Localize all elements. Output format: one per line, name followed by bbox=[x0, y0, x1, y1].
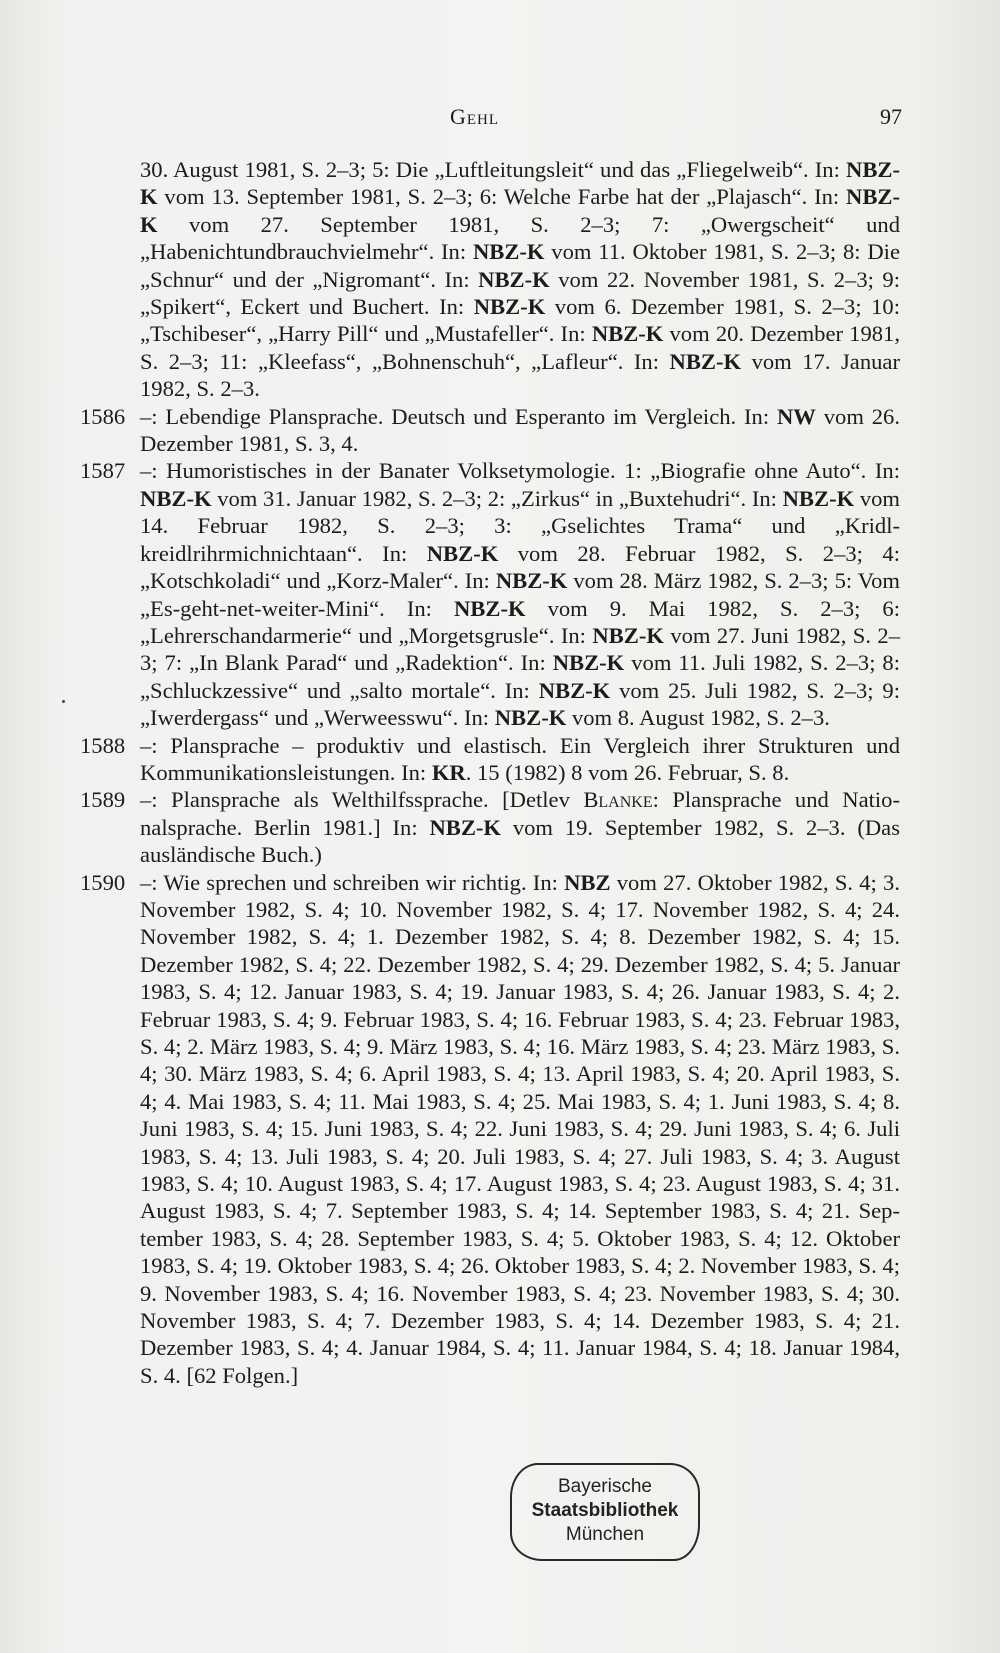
stamp-line-3: München bbox=[565, 1524, 645, 1545]
bibliography-entry bbox=[80, 457, 900, 731]
entry-number: 1589 bbox=[80, 787, 126, 813]
entry-text: –: Humoristisches in der Banater Volksetymologie. 1: „Biografie ohne Auto“. In: NBZ-K vom 31. Januar 1982, S. 2–3; 2: „Zirkus“ in „Buxtehudri“. In: NBZ-K vom 14. Februar 1982, S. 2–3; 3: „Gselichtes Trama“ und „Kridlkreidlrihrmichnichtaan“. In: NBZ-K vom 28. Februar 1982, S. 2–3; 4: „Kotschkoladi“ und „Korz-Maler“. In: NBZ-K vom 28. März 1982, S. 2–3; 5: Vom „Es-geht-net-weiter-Mini“. In: NBZ-K vom 9. Mai 1982, S. 2–3; 6: „Lehrerschandarmerie“ und „Morgetsgrusle“. In: NBZ-K vom 27. Juni 1982, S. 2–3; 7: „In Blank Parad“ und „Radektion“. In: NBZ-K vom 11. Juli 1982, S. 2–3; 8: „Schluckzessive“ und „salto mortale“. In: NBZ-K vom 25. Juli 1982, S. 2–3; 9: „Iwerdergass“ und „Werweesswu“. In: NBZ-K vom 8. August 1982, S. 2–3. bbox=[140, 458, 901, 731]
entry-text: –: Plansprache als Welthilfssprache. [Detlev Blanke: Plansprache und Nationalsprache. Berlin 1981.] In: NBZ-K vom 19. September 1982, S. 2–3. (Das ausländische Buch.) bbox=[140, 787, 900, 868]
entry-number: 1587 bbox=[80, 458, 126, 484]
entry-text: 30. August 1981, S. 2–3; 5: Die „Luftleitungsleit“ und das „Fliegelweib“. In: NBZ-K vom 13. September 1981, S. 2–3; 6: Welche Farbe hat der „Plajasch“. In: NBZ-K vom 27. September 1981, S. 2–3; 7: „Owergscheit“ und „Habenichtundbrauchvielmehr“. In: NBZ-K vom 11. Oktober 1981, S. 2–3; 8: Die „Schnur“ und der „Nigromant“. In: NBZ-K vom 22. November 1981, S. 2–3; 9: „Spikert“, Eckert und Buchert. In: NBZ-K vom 6. Dezember 1981, S. 2–3; 10: „Tschibeser“, „Harry Pill“ und „Mustafeller“. In: NBZ-K vom 20. Dezember 1981, S. 2–3; 11: „Kleefass“, „Bohnenschuh“, „Lafleur“. In: NBZ-K vom 17. Januar 1982, S. 2–3. bbox=[140, 157, 900, 402]
library-stamp bbox=[510, 1463, 700, 1561]
bibliography-entry bbox=[80, 403, 900, 458]
bibliography-entries bbox=[80, 156, 900, 1389]
entry-text: –: Plansprache – produktiv und elastisch. Ein Vergleich ihrer Strukturen und Kommunikationsleistungen. In: KR. 15 (1982) 8 vom 26. Februar, S. 8. bbox=[140, 732, 900, 785]
bibliography-entry bbox=[80, 156, 900, 403]
page-number: 97 bbox=[880, 104, 902, 129]
bibliography-entry bbox=[80, 786, 900, 868]
entry-text: –: Wie sprechen und schreiben wir richtig. In: NBZ vom 27. Oktober 1982, S. 4; 3. November 1982, S. 4; 10. November 1982, S. 4; 17. November 1982, S. 4; 24. November 1982, S. 4; 1. Dezember 1982, S. 4; 8. Dezember 1982, S. 4; 15. Dezember 1982, S. 4; 22. Dezember 1982, S. 4; 29. Dezember 1982, S. 4; 5. Januar 1983, S. 4; 12. Januar 1983, S. 4; 19. Januar 1983, S. 4; 26. Januar 1983, S. 4; 2. Februar 1983, S. 4; 9. Februar 1983, S. 4; 16. Februar 1983, S. 4; 23. Februar 1983, S. 4; 2. März 1983, S. 4; 9. März 1983, S. 4; 16. März 1983, S. 4; 23. März 1983, S. 4; 30. März 1983, S. 4; 6. April 1983, S. 4; 13. April 1983, S. 4; 20. April 1983, S. 4; 4. Mai 1983, S. 4; 11. Mai 1983, S. 4; 25. Mai 1983, S. 4; 1. Juni 1983, S. 4; 8. Juni 1983, S. 4; 15. Juni 1983, S. 4; 22. Juni 1983, S. 4; 29. Juni 1983, S. 4; 6. Juli 1983, S. 4; 13. Juli 1983, S. 4; 20. Juli 1983, S. 4; 27. Juli 1983, S. 4; 3. August 1983, S. 4; 10. August 1983, S. 4; 17. August 1983, S. 4; 23. August 1983, S. 4; 31. August 1983, S. 4; 7. September 1983, S. 4; 14. September 1983, S. 4; 21. September 1983, S. 4; 28. September 1983, S. 4; 5. Oktober 1983, S. 4; 12. Oktober 1983, S. 4; 19. Oktober 1983, S. 4; 26. Oktober 1983, S. 4; 2. November 1983, S. 4; 9. November 1983, S. 4; 16. November 1983, S. 4; 23. November 1983, S. 4; 30. November 1983, S. 4; 7. Dezember 1983, S. 4; 14. Dezember 1983, S. 4; 21. Dezember 1983, S. 4; 4. Januar 1984, S. 4; 11. Januar 1984, S. 4; 18. Januar 1984, S. 4. [62 Folgen.] bbox=[140, 869, 900, 1388]
entry-number: 1586 bbox=[80, 403, 126, 429]
print-speck bbox=[62, 700, 65, 703]
bibliography-entry bbox=[80, 869, 900, 1390]
stamp-line-2: Staatsbibliothek bbox=[531, 1500, 679, 1521]
stamp-line-1: Bayerische bbox=[558, 1476, 652, 1497]
running-head: Gehl bbox=[450, 104, 500, 129]
bibliography-entry bbox=[80, 732, 900, 787]
entry-text: –: Lebendige Plansprache. Deutsch und Esperanto im Vergleich. In: NW vom 26. Dezember 1981, S. 3, 4. bbox=[140, 403, 900, 457]
entry-number: 1588 bbox=[80, 732, 126, 758]
page-header bbox=[0, 104, 1000, 134]
entry-number: 1590 bbox=[80, 869, 126, 895]
